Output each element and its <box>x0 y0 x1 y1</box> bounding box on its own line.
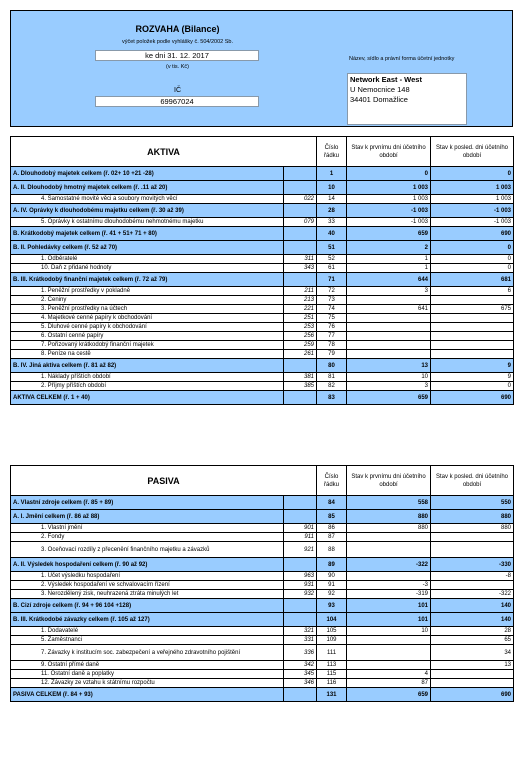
row-label: 2. Ceniny <box>11 296 284 305</box>
value-last-day <box>431 533 514 542</box>
row-label: 10. Daň z přidané hodnoty <box>11 264 284 273</box>
row-label: 1. Účet výsledku hospodaření <box>11 572 284 581</box>
table-row <box>11 195 514 204</box>
value-last-day: 0 <box>431 241 514 255</box>
row-number: 77 <box>317 332 347 341</box>
entity-city: 34401 Domažlice <box>350 95 408 104</box>
table-row <box>11 572 514 581</box>
account-code: 221 <box>284 305 317 314</box>
aktiva-table <box>10 136 514 405</box>
row-number: 78 <box>317 341 347 350</box>
account-code <box>284 688 317 702</box>
report-title: ROZVAHA (Bilance) <box>135 24 220 34</box>
account-code: 921 <box>284 542 317 558</box>
value-first-day: 13 <box>347 359 431 373</box>
table-row <box>11 350 514 359</box>
account-code: 022 <box>284 195 317 204</box>
value-first-day <box>347 533 431 542</box>
row-label: 11. Ostatní daně a poplatky <box>11 670 284 679</box>
value-last-day <box>431 670 514 679</box>
table-row <box>11 359 514 373</box>
pasiva-table <box>10 465 514 702</box>
value-last-day: -322 <box>431 590 514 599</box>
col-last-day: Stav k posled. dni účetního období <box>431 466 514 496</box>
value-first-day: 0 <box>347 167 431 181</box>
report-subtitle: výčet položek podle vyhlášky č. 504/2002 Sb. <box>122 39 233 45</box>
table-row <box>11 496 514 510</box>
report-date: ke dni 31. 12. 2017 <box>95 50 259 61</box>
row-label: 1. Odběratelé <box>11 255 284 264</box>
value-first-day: 659 <box>347 391 431 405</box>
row-label: B. III. Krátkodobý finanční majetek celkem (ř. 72 až 79) <box>11 273 284 287</box>
value-first-day: 10 <box>347 627 431 636</box>
table-row <box>11 167 514 181</box>
row-label: 2. Výsledek hospodaření ve schvalovacím řízení <box>11 581 284 590</box>
table-row <box>11 524 514 533</box>
table-row <box>11 645 514 661</box>
account-code <box>284 359 317 373</box>
table-row <box>11 533 514 542</box>
table-row <box>11 590 514 599</box>
value-last-day: 690 <box>431 227 514 241</box>
account-code: 343 <box>284 264 317 273</box>
value-first-day: 644 <box>347 273 431 287</box>
value-first-day: -319 <box>347 590 431 599</box>
value-first-day: 2 <box>347 241 431 255</box>
value-first-day: 101 <box>347 599 431 613</box>
value-last-day <box>431 581 514 590</box>
value-first-day: 1 <box>347 264 431 273</box>
account-code: 261 <box>284 350 317 359</box>
account-code: 251 <box>284 314 317 323</box>
value-last-day: 9 <box>431 359 514 373</box>
value-first-day: 10 <box>347 373 431 382</box>
value-first-day: 3 <box>347 287 431 296</box>
account-code: 931 <box>284 581 317 590</box>
value-last-day: -8 <box>431 572 514 581</box>
value-last-day: 690 <box>431 391 514 405</box>
value-last-day: 880 <box>431 524 514 533</box>
row-number: 109 <box>317 636 347 645</box>
row-number: 33 <box>317 218 347 227</box>
value-last-day: 1 003 <box>431 181 514 195</box>
value-last-day <box>431 341 514 350</box>
currency-note: (v tis. Kč) <box>166 64 189 70</box>
table-row <box>11 305 514 314</box>
value-last-day <box>431 332 514 341</box>
value-last-day: 140 <box>431 599 514 613</box>
row-number: 87 <box>317 533 347 542</box>
value-last-day: 1 003 <box>431 195 514 204</box>
value-first-day: 880 <box>347 524 431 533</box>
entity-box <box>347 73 467 125</box>
value-last-day: -1 003 <box>431 218 514 227</box>
entity-street: U Nemocnice 148 <box>350 85 410 94</box>
value-last-day: 140 <box>431 613 514 627</box>
table-row <box>11 204 514 218</box>
account-code: 911 <box>284 533 317 542</box>
account-code <box>284 241 317 255</box>
value-last-day: 13 <box>431 661 514 670</box>
table-row <box>11 181 514 195</box>
table-row <box>11 661 514 670</box>
value-first-day: -322 <box>347 558 431 572</box>
row-label: 1. Náklady příštích období <box>11 373 284 382</box>
table-row <box>11 373 514 382</box>
value-first-day: -1 003 <box>347 218 431 227</box>
row-number: 88 <box>317 542 347 558</box>
row-label: 12. Závazky ze vztahu k státnímu rozpočtu <box>11 679 284 688</box>
account-code: 256 <box>284 332 317 341</box>
table-row <box>11 599 514 613</box>
row-label: 3. Oceňovací rozdíly z přecenění finančního majetku a závazků <box>11 542 284 558</box>
row-label: 5. Zaměstnanci <box>11 636 284 645</box>
value-first-day: 659 <box>347 688 431 702</box>
row-number: 89 <box>317 558 347 572</box>
row-label: 3. Peněžní prostředky na účtech <box>11 305 284 314</box>
value-first-day: 3 <box>347 382 431 391</box>
account-code: 342 <box>284 661 317 670</box>
account-code <box>284 181 317 195</box>
row-number: 81 <box>317 373 347 382</box>
table-row <box>11 510 514 524</box>
value-first-day <box>347 296 431 305</box>
account-code <box>284 167 317 181</box>
value-last-day <box>431 679 514 688</box>
row-number: 61 <box>317 264 347 273</box>
row-label: 1. Dodavatelé <box>11 627 284 636</box>
account-code <box>284 204 317 218</box>
table-row <box>11 558 514 572</box>
value-last-day: 550 <box>431 496 514 510</box>
table-row <box>11 227 514 241</box>
table-row <box>11 341 514 350</box>
row-number: 40 <box>317 227 347 241</box>
row-number: 73 <box>317 296 347 305</box>
value-last-day <box>431 542 514 558</box>
row-label: 2. Příjmy příštích období <box>11 382 284 391</box>
row-number: 131 <box>317 688 347 702</box>
account-code: 213 <box>284 296 317 305</box>
table-row <box>11 542 514 558</box>
row-number: 79 <box>317 350 347 359</box>
value-first-day <box>347 636 431 645</box>
table-row <box>11 391 514 405</box>
value-first-day <box>347 542 431 558</box>
value-last-day: 9 <box>431 373 514 382</box>
value-last-day <box>431 323 514 332</box>
account-code: 901 <box>284 524 317 533</box>
account-code: 211 <box>284 287 317 296</box>
row-number: 52 <box>317 255 347 264</box>
value-first-day <box>347 645 431 661</box>
account-code: 345 <box>284 670 317 679</box>
value-last-day: 0 <box>431 255 514 264</box>
entity-label: Název, sídlo a právní forma účetní jednotky <box>349 56 455 62</box>
aktiva-title: AKTIVA <box>11 137 317 167</box>
row-label: A. I. Jmění celkem (ř. 86 až 88) <box>11 510 284 524</box>
account-code <box>284 510 317 524</box>
pasiva-title: PASIVA <box>11 466 317 496</box>
row-label: AKTIVA CELKEM (ř. 1 + 40) <box>11 391 284 405</box>
account-code: 932 <box>284 590 317 599</box>
value-first-day: -1 003 <box>347 204 431 218</box>
row-number: 84 <box>317 496 347 510</box>
value-first-day <box>347 572 431 581</box>
col-row-no: Číslo řádku <box>317 137 347 167</box>
row-label: B. Cizí zdroje celkem (ř. 94 + 96 104 +128) <box>11 599 284 613</box>
value-first-day <box>347 323 431 332</box>
value-first-day: 87 <box>347 679 431 688</box>
row-number: 74 <box>317 305 347 314</box>
row-number: 28 <box>317 204 347 218</box>
row-number: 92 <box>317 590 347 599</box>
row-label: PASIVA CELKEM (ř. 84 + 93) <box>11 688 284 702</box>
col-row-no: Číslo řádku <box>317 466 347 496</box>
account-code <box>284 273 317 287</box>
account-code: 381 <box>284 373 317 382</box>
row-label: 5. Oprávky k ostatnímu dlouhodobému nehmotnému majetku <box>11 218 284 227</box>
table-row <box>11 627 514 636</box>
row-label: A. Dlouhodobý majetek celkem (ř. 02+ 10 +21 -28) <box>11 167 284 181</box>
value-first-day: 1 <box>347 255 431 264</box>
ic-value: 69967024 <box>95 96 259 107</box>
row-label: 1. Peněžní prostředky v pokladně <box>11 287 284 296</box>
row-label: 2. Fondy <box>11 533 284 542</box>
row-label: 7. Pořizovaný krátkodobý finanční majetek <box>11 341 284 350</box>
row-label: A. Vlastní zdroje celkem (ř. 85 + 89) <box>11 496 284 510</box>
value-first-day: 4 <box>347 670 431 679</box>
value-first-day <box>347 350 431 359</box>
table-row <box>11 241 514 255</box>
value-first-day: 101 <box>347 613 431 627</box>
row-label: 5. Dluhové cenné papíry k obchodování <box>11 323 284 332</box>
row-label: 4. Samostatné movité věci a soubory movitých věcí <box>11 195 284 204</box>
row-number: 51 <box>317 241 347 255</box>
row-number: 104 <box>317 613 347 627</box>
row-label: B. Krátkodobý majetek celkem (ř. 41 + 51+ 71 + 80) <box>11 227 284 241</box>
row-label: 4. Majetkové cenné papíry k obchodování <box>11 314 284 323</box>
report-header <box>10 10 513 127</box>
account-code: 311 <box>284 255 317 264</box>
row-label: 6. Ostatní cenné papíry <box>11 332 284 341</box>
row-label: 3. Nerozdělený zisk, neuhrazená ztráta minulých let <box>11 590 284 599</box>
account-code <box>284 227 317 241</box>
table-row <box>11 264 514 273</box>
value-last-day: 34 <box>431 645 514 661</box>
row-number: 76 <box>317 323 347 332</box>
account-code: 346 <box>284 679 317 688</box>
account-code: 259 <box>284 341 317 350</box>
table-row <box>11 382 514 391</box>
row-number: 105 <box>317 627 347 636</box>
account-code <box>284 391 317 405</box>
row-label: B. IV. Jiná aktiva celkem (ř. 81 až 82) <box>11 359 284 373</box>
value-first-day <box>347 314 431 323</box>
value-first-day: 659 <box>347 227 431 241</box>
account-code <box>284 496 317 510</box>
table-row <box>11 332 514 341</box>
row-label: A. II. Dlouhodobý hmotný majetek celkem (ř. .11 až 20) <box>11 181 284 195</box>
table-row <box>11 287 514 296</box>
col-first-day: Stav k prvnímu dni účetního období <box>347 137 431 167</box>
row-number: 93 <box>317 599 347 613</box>
account-code: 385 <box>284 382 317 391</box>
row-number: 90 <box>317 572 347 581</box>
account-code: 079 <box>284 218 317 227</box>
value-last-day: 880 <box>431 510 514 524</box>
value-last-day <box>431 350 514 359</box>
value-first-day: 641 <box>347 305 431 314</box>
value-last-day: 675 <box>431 305 514 314</box>
col-last-day: Stav k posled. dni účetního období <box>431 137 514 167</box>
table-row <box>11 688 514 702</box>
table-row <box>11 670 514 679</box>
ic-label: IČ <box>174 87 181 94</box>
row-number: 85 <box>317 510 347 524</box>
table-row <box>11 296 514 305</box>
row-number: 111 <box>317 645 347 661</box>
account-code <box>284 558 317 572</box>
account-code: 336 <box>284 645 317 661</box>
row-number: 80 <box>317 359 347 373</box>
value-first-day: -3 <box>347 581 431 590</box>
row-label: 9. Ostatní přímé daně <box>11 661 284 670</box>
table-row <box>11 218 514 227</box>
entity-name: Network East - West <box>350 75 422 84</box>
value-last-day: 28 <box>431 627 514 636</box>
value-first-day <box>347 661 431 670</box>
row-label: B. II. Pohledávky celkem (ř. 52 až 70) <box>11 241 284 255</box>
row-number: 1 <box>317 167 347 181</box>
value-first-day: 558 <box>347 496 431 510</box>
value-last-day <box>431 314 514 323</box>
table-row <box>11 613 514 627</box>
value-last-day: 65 <box>431 636 514 645</box>
row-number: 75 <box>317 314 347 323</box>
value-first-day: 880 <box>347 510 431 524</box>
value-last-day: 0 <box>431 167 514 181</box>
value-last-day: 681 <box>431 273 514 287</box>
col-first-day: Stav k prvnímu dni účetního období <box>347 466 431 496</box>
table-row <box>11 255 514 264</box>
account-code <box>284 599 317 613</box>
row-number: 91 <box>317 581 347 590</box>
account-code: 321 <box>284 627 317 636</box>
value-last-day: -1 003 <box>431 204 514 218</box>
value-first-day: 1 003 <box>347 181 431 195</box>
table-row <box>11 273 514 287</box>
table-row <box>11 581 514 590</box>
account-code: 331 <box>284 636 317 645</box>
row-number: 116 <box>317 679 347 688</box>
row-number: 82 <box>317 382 347 391</box>
table-row <box>11 679 514 688</box>
value-last-day: 0 <box>431 264 514 273</box>
table-row <box>11 314 514 323</box>
row-number: 14 <box>317 195 347 204</box>
row-number: 71 <box>317 273 347 287</box>
row-label: 1. Vlastní jmění <box>11 524 284 533</box>
table-row <box>11 636 514 645</box>
value-first-day <box>347 341 431 350</box>
row-label: A. II. Výsledek hospodaření celkem (ř. 90 až 92) <box>11 558 284 572</box>
table-row <box>11 323 514 332</box>
value-last-day: -330 <box>431 558 514 572</box>
value-first-day <box>347 332 431 341</box>
account-code: 963 <box>284 572 317 581</box>
row-label: 8. Peníze na cestě <box>11 350 284 359</box>
row-number: 72 <box>317 287 347 296</box>
row-number: 86 <box>317 524 347 533</box>
row-label: B. III. Krátkodobé závazky celkem (ř. 105 až 127) <box>11 613 284 627</box>
value-last-day: 0 <box>431 382 514 391</box>
value-last-day: 6 <box>431 287 514 296</box>
value-first-day: 1 003 <box>347 195 431 204</box>
account-code: 253 <box>284 323 317 332</box>
row-number: 83 <box>317 391 347 405</box>
row-label: 7. Závazky k institucím soc. zabezpečení a veřejného zdravotního pojištění <box>11 645 284 661</box>
row-number: 115 <box>317 670 347 679</box>
value-last-day: 690 <box>431 688 514 702</box>
row-number: 10 <box>317 181 347 195</box>
row-label: A. IV. Oprávky k dlouhodobému majetku celkem (ř. 30 až 39) <box>11 204 284 218</box>
value-last-day <box>431 296 514 305</box>
row-number: 113 <box>317 661 347 670</box>
account-code <box>284 613 317 627</box>
